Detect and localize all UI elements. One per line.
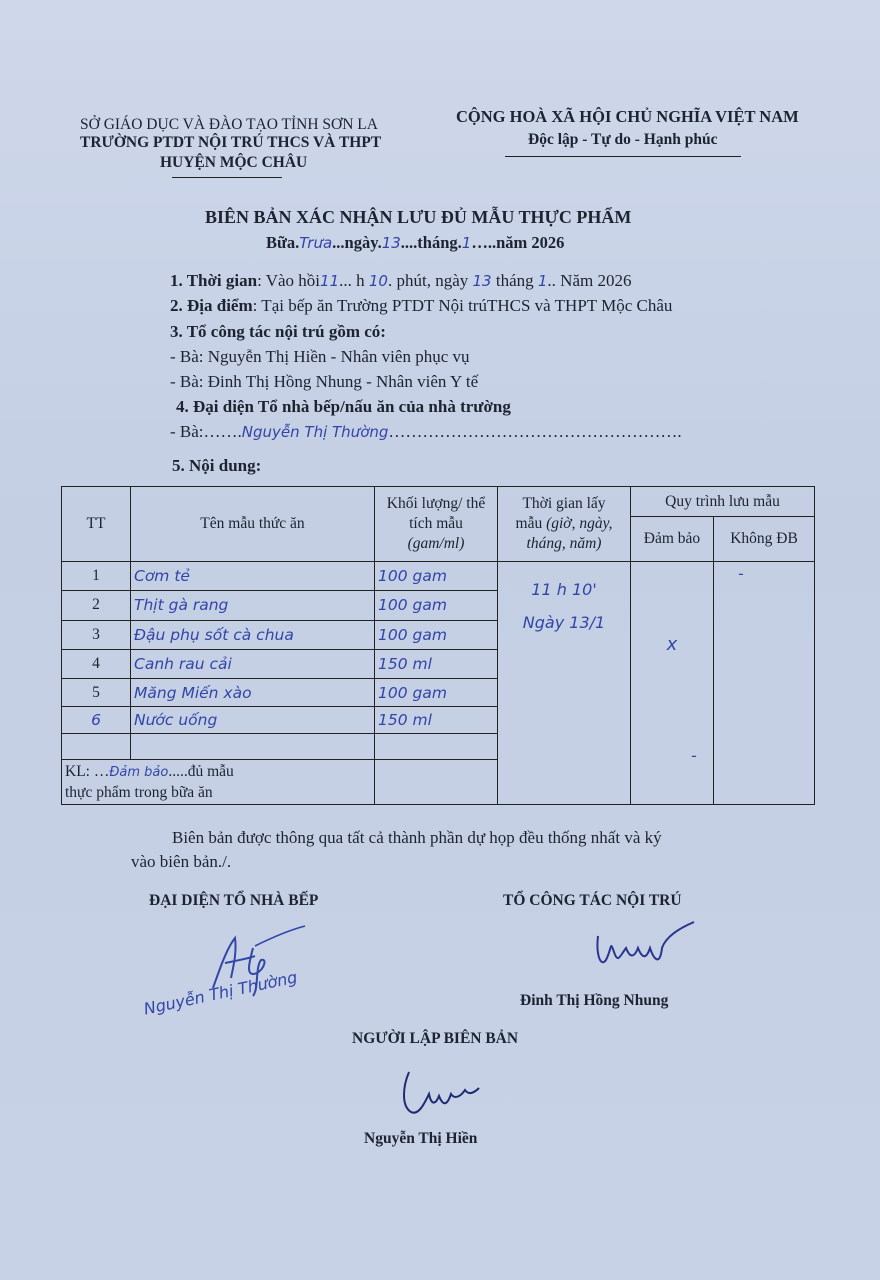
food-weight: 100 gam (375, 620, 498, 649)
header-tt: TT (62, 487, 131, 562)
header-ok: Đảm bảo (631, 517, 714, 562)
meal-date-line: Bữa.Trưa...ngày.13....tháng.1…..năm 2026 (266, 233, 565, 252)
header-food-name: Tên mẫu thức ăn (131, 487, 375, 562)
food-weight: 100 gam (375, 561, 498, 590)
month-value: 1 (461, 234, 472, 252)
header-school: TRƯỜNG PTDT NỘI TRÚ THCS VÀ THPT (80, 134, 382, 151)
meal-value: Trưa (299, 234, 333, 252)
ok-mark: x (666, 633, 678, 655)
sample-time-cell: 11 h 10' Ngày 13/1 (498, 561, 631, 804)
food-weight: 150 ml (375, 650, 498, 679)
committee-title: TỔ CÔNG TÁC NỘI TRÚ (503, 892, 682, 909)
food-sample-table (61, 486, 815, 805)
header-department: SỞ GIÁO DỤC VÀ ĐÀO TẠO TỈNH SƠN LA (80, 116, 378, 133)
header-country: CỘNG HOÀ XÃ HỘI CHỦ NGHĨA VIỆT NAM (456, 107, 799, 126)
committee-member-2: - Bà: Đinh Thị Hồng Nhung - Nhân viên Y tế (170, 372, 479, 391)
document-title: BIÊN BẢN XÁC NHẬN LƯU ĐỦ MẪU THỰC PHẨM (205, 207, 632, 227)
food-name: Đậu phụ sốt cà chua (131, 620, 375, 649)
food-name: Canh rau cải (131, 650, 375, 679)
section-time: 1. Thời gian: Vào hồi11... h 10. phút, ngày 13 tháng 1.. Năm 2026 (170, 271, 632, 290)
ok-dash: - (691, 745, 697, 765)
header-weight: Khối lượng/ thể tích mẫu (gam/ml) (375, 487, 498, 562)
header-district: HUYỆN MỘC CHÂU (160, 154, 308, 171)
header-sample-time: Thời gian lấy mẫu (giờ, ngày, tháng, năm) (498, 487, 631, 562)
header-process: Quy trình lưu mẫu (631, 487, 815, 517)
food-name: Thịt gà rang (131, 591, 375, 620)
creator-signature-icon (395, 1066, 485, 1122)
table-row: 2 Thịt gà rang 100 gam (62, 591, 815, 620)
table-row: 3 Đậu phụ sốt cà chua 100 gam (62, 620, 815, 649)
header-left-underline (172, 177, 282, 178)
creator-signer-name: Nguyễn Thị Hiền (364, 1130, 478, 1147)
food-name: Măng Miến xào (131, 679, 375, 706)
day-value: 13 (381, 234, 401, 252)
not-ok-dash: - (738, 563, 744, 583)
creator-title: NGƯỜI LẬP BIÊN BẢN (352, 1030, 519, 1047)
table-row: 1 Cơm tẻ 100 gam 11 h 10' Ngày 13/1 x - - (62, 561, 815, 590)
kitchen-rep-name: Nguyễn Thị Thường (241, 423, 389, 441)
food-weight: 100 gam (375, 591, 498, 620)
committee-signer-name: Đinh Thị Hồng Nhung (520, 992, 669, 1009)
closing-statement-2: vào biên bản./. (131, 852, 232, 871)
conclusion-cell: KL: …Đảm bảo.....đủ mẫu thực phẩm trong bữa ăn (62, 760, 375, 805)
section-location: 2. Địa điểm: Tại bếp ăn Trường PTDT Nội trúTHCS và THPT Mộc Châu (170, 296, 673, 315)
food-name: Cơm tẻ (131, 561, 375, 590)
kitchen-rep-handwritten-name: Nguyễn Thị Thường (142, 967, 299, 1019)
food-weight: 150 ml (375, 706, 498, 733)
header-not-ok: Không ĐB (714, 517, 815, 562)
table-row: 5 Măng Miến xào 100 gam (62, 679, 815, 706)
not-ok-cell (714, 561, 815, 804)
section-committee: 3. Tổ công tác nội trú gồm có: (170, 322, 386, 341)
committee-signature-icon (590, 918, 700, 978)
ok-cell (631, 561, 714, 804)
table-row: 4 Canh rau cải 150 ml (62, 650, 815, 679)
header-right-underline (505, 156, 741, 157)
committee-member-1: - Bà: Nguyễn Thị Hiền - Nhân viên phục vụ (170, 347, 470, 366)
food-weight: 100 gam (375, 679, 498, 706)
kitchen-rep-line: - Bà:…….Nguyễn Thị Thường……………………………………………. (170, 422, 682, 441)
table-row: 6 Nước uống 150 ml (62, 706, 815, 733)
kitchen-rep-title: ĐẠI DIỆN TỔ NHÀ BẾP (149, 892, 319, 909)
header-motto: Độc lập - Tự do - Hạnh phúc (528, 131, 718, 148)
section-kitchen-rep: 4. Đại diện Tổ nhà bếp/nấu ăn của nhà trường (176, 397, 511, 416)
section-content: 5. Nội dung: (172, 456, 262, 475)
closing-statement: Biên bản được thông qua tất cả thành phần dự họp đều thống nhất và ký (172, 828, 662, 847)
food-name: Nước uống (131, 706, 375, 733)
